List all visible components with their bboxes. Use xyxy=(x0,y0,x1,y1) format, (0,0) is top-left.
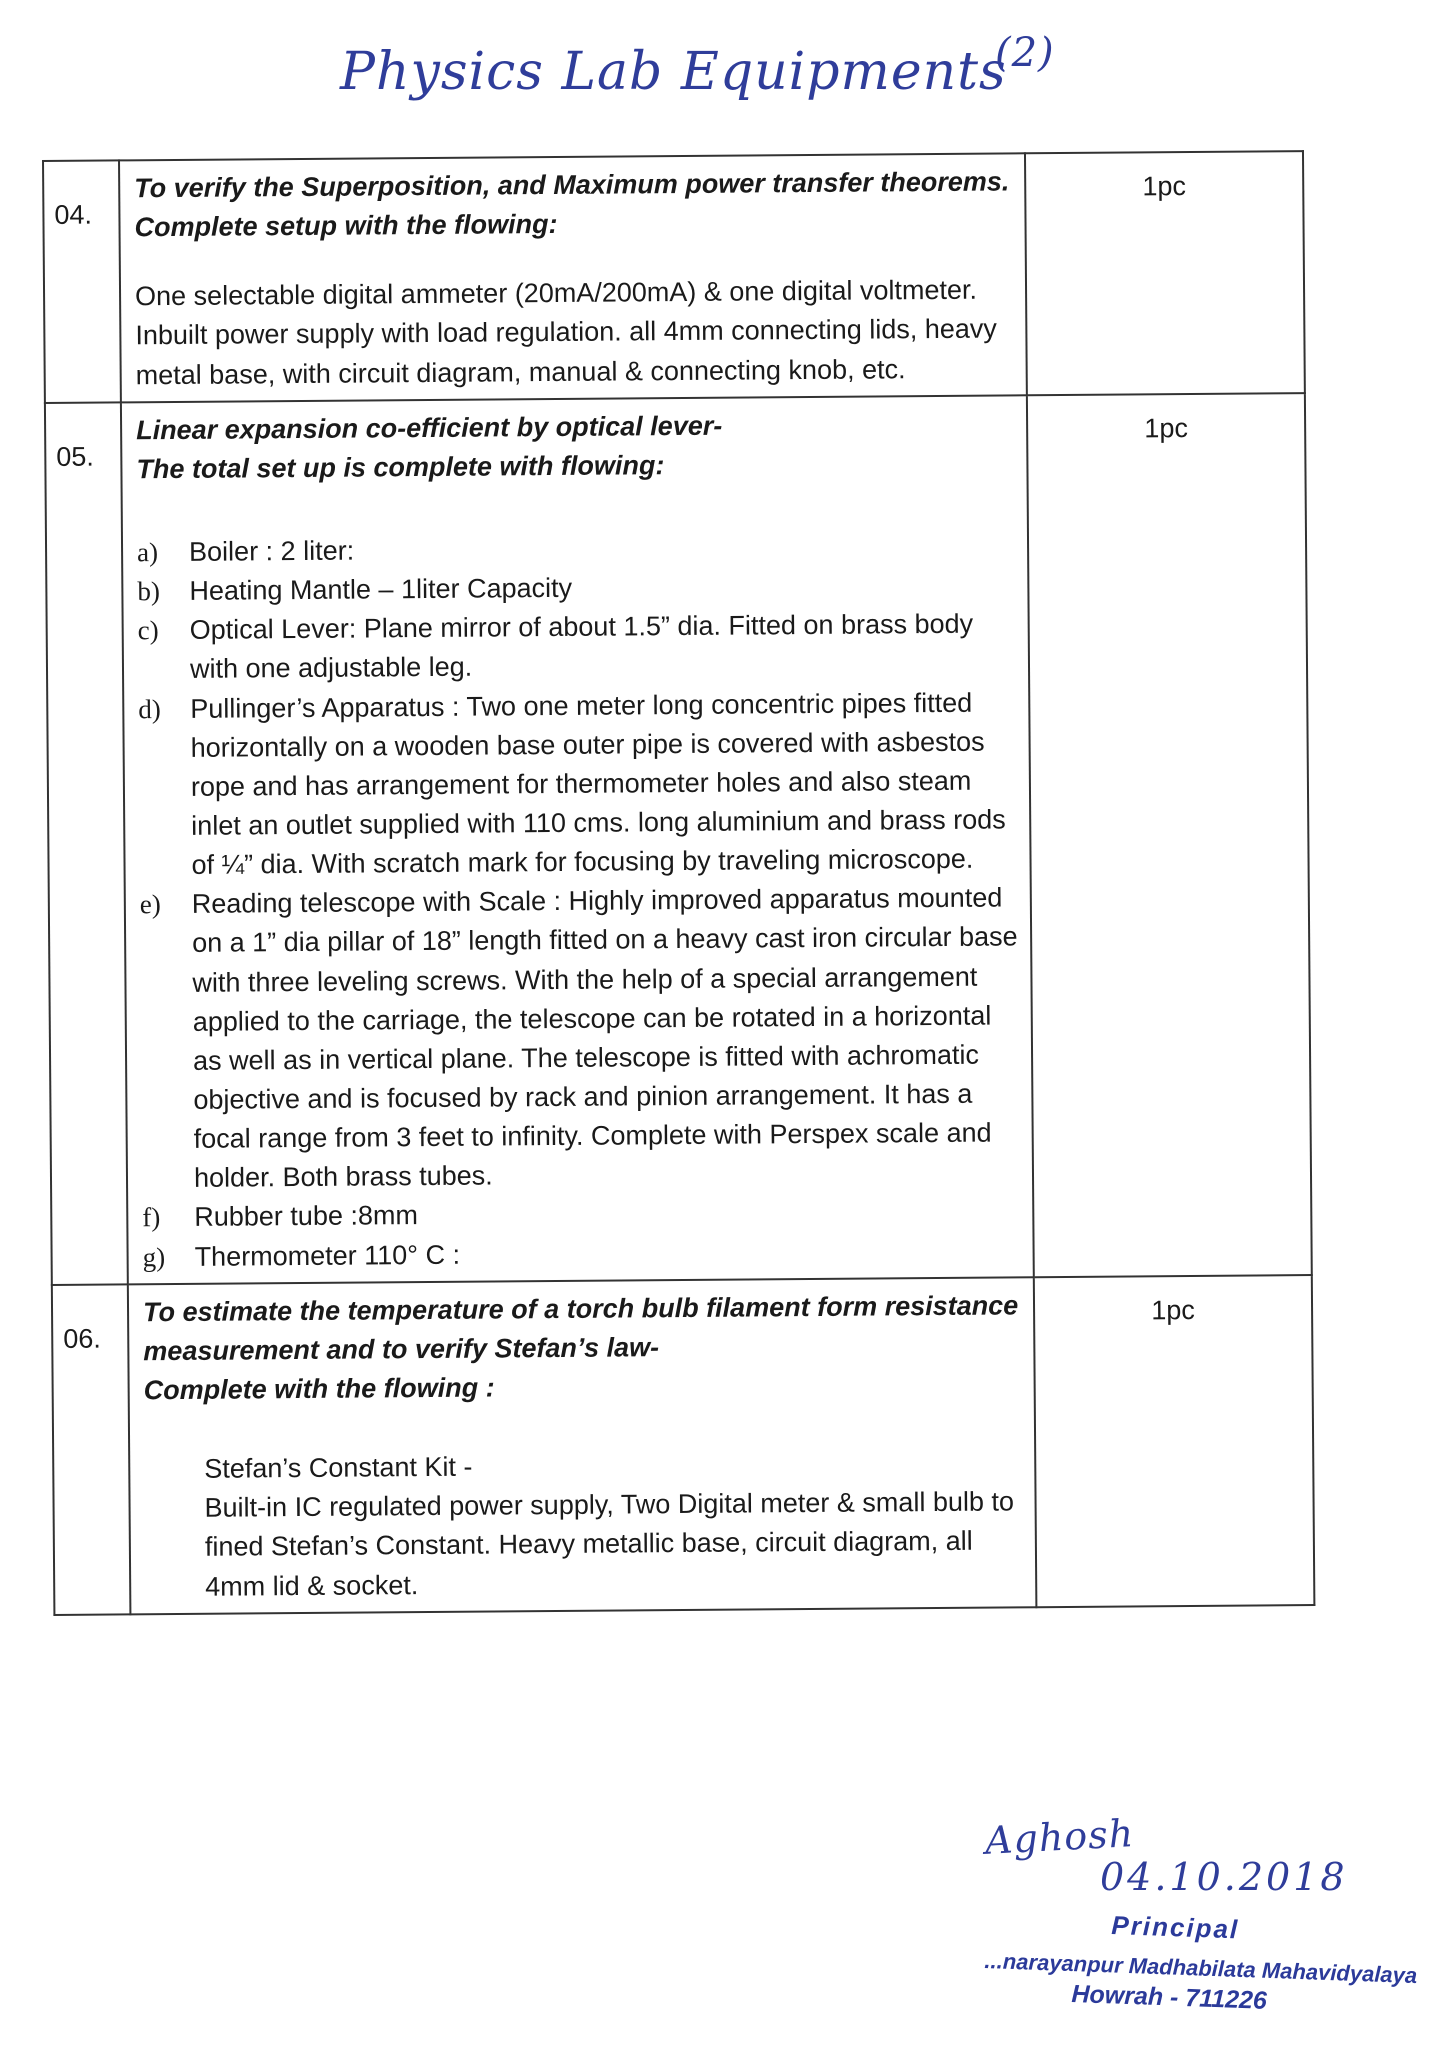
row-quantity: 1pc xyxy=(1034,1275,1315,1607)
list-item xyxy=(142,1231,1022,1277)
row-description xyxy=(119,153,1027,402)
equipment-table xyxy=(42,150,1315,1616)
page-number: (2) xyxy=(995,30,1055,76)
item-marker: b) xyxy=(137,576,161,607)
item-text: Pullinger’s Apparatus : Two one meter long concentric pipes fitted horizontally on a wooden base outer pipe is covered with asbestos rope and has arrangement for thermometer holes and also steam inlet an outlet supplied with 110 cms. long aluminium and brass rods of ¼” dia. With scratch mark for focusing by traveling microscope. xyxy=(190,687,1006,880)
stamp-organization: ...narayanpur Madhabilata Mahavidyalaya xyxy=(984,1948,1418,1989)
handwritten-title: Physics Lab Equipments xyxy=(340,42,1007,102)
list-item xyxy=(138,683,1020,886)
item-marker: c) xyxy=(137,615,159,646)
item-marker: g) xyxy=(142,1241,166,1272)
item-marker: d) xyxy=(138,693,161,724)
row-quantity: 1pc xyxy=(1027,393,1312,1277)
row-heading: Linear expansion co-efficient by optical lever- xyxy=(136,410,723,445)
list-item xyxy=(137,565,1017,611)
list-item xyxy=(138,605,1019,690)
item-text: Heating Mantle – 1liter Capacity xyxy=(189,572,573,606)
table-row xyxy=(43,151,1305,403)
item-text: Rubber tube :8mm xyxy=(194,1200,419,1233)
row-number: 06. xyxy=(52,1284,131,1615)
row-quantity: 1pc xyxy=(1025,151,1305,395)
row-heading: To estimate the temperature of a torch bulb filament form resistance measurement and to verify Stefan’s law- xyxy=(142,1290,1019,1367)
table-row xyxy=(52,1275,1315,1615)
item-text: Boiler : 2 liter: xyxy=(188,535,355,567)
row-subheading: The total set up is complete with flowing: xyxy=(136,449,665,485)
item-text: Thermometer 110° C : xyxy=(194,1239,461,1272)
row-heading: To verify the Superposition, and Maximum power transfer theorems. Complete setup with the flowing: xyxy=(134,166,1010,243)
row-details: One selectable digital ammeter (20mA/200mA) & one digital voltmeter. Inbuilt power supply with load regulation. all 4mm connecting lids, heavy metal base, with circuit diagram, manual & connecting knob, etc. xyxy=(134,274,997,390)
item-text: Optical Lever: Plane mirror of about 1.5” dia. Fitted on brass body with one adjustable leg. xyxy=(189,608,974,685)
kit-details: Built-in IC regulated power supply, Two Digital meter & small bulb to fined Stefan’s Constant. Heavy metallic base, circuit diagram, all 4mm lid & socket. xyxy=(204,1486,1015,1602)
kit-name: Stefan’s Constant Kit - xyxy=(204,1451,473,1484)
row-subheading: Complete with the flowing : xyxy=(143,1372,495,1406)
stamp-place: Howrah - 711226 xyxy=(1071,1980,1268,2015)
stamp-role: Principal xyxy=(1110,1910,1240,1945)
item-marker: f) xyxy=(142,1202,161,1233)
item-text: Reading telescope with Scale : Highly improved apparatus mounted on a 1” dia pillar of 18” length fitted on a heavy cast iron circular base with three leveling screws. With the help of a special arrangement applied to the carriage, the telescope can be rotated in a horizontal as well as in vertical plane. The telescope is fitted with achromatic objective and is focused by rack and pinion arrangement. It has a focal range from 3 feet to infinity. Complete with Perspex scale and holder. Both brass tubes. xyxy=(191,882,1018,1194)
row-description xyxy=(121,395,1034,1284)
item-marker: e) xyxy=(139,889,161,920)
row-description xyxy=(128,1277,1037,1614)
table-row xyxy=(45,393,1312,1285)
list-item xyxy=(137,526,1017,572)
signature: Aghosh xyxy=(983,1811,1136,1863)
list-item xyxy=(142,1192,1022,1238)
row-number: 04. xyxy=(43,160,121,402)
item-marker: a) xyxy=(136,537,159,568)
component-list xyxy=(137,526,1023,1277)
signature-date: 04.10.2018 xyxy=(1100,1855,1348,1899)
row-number: 05. xyxy=(45,402,128,1285)
list-item xyxy=(140,879,1022,1199)
